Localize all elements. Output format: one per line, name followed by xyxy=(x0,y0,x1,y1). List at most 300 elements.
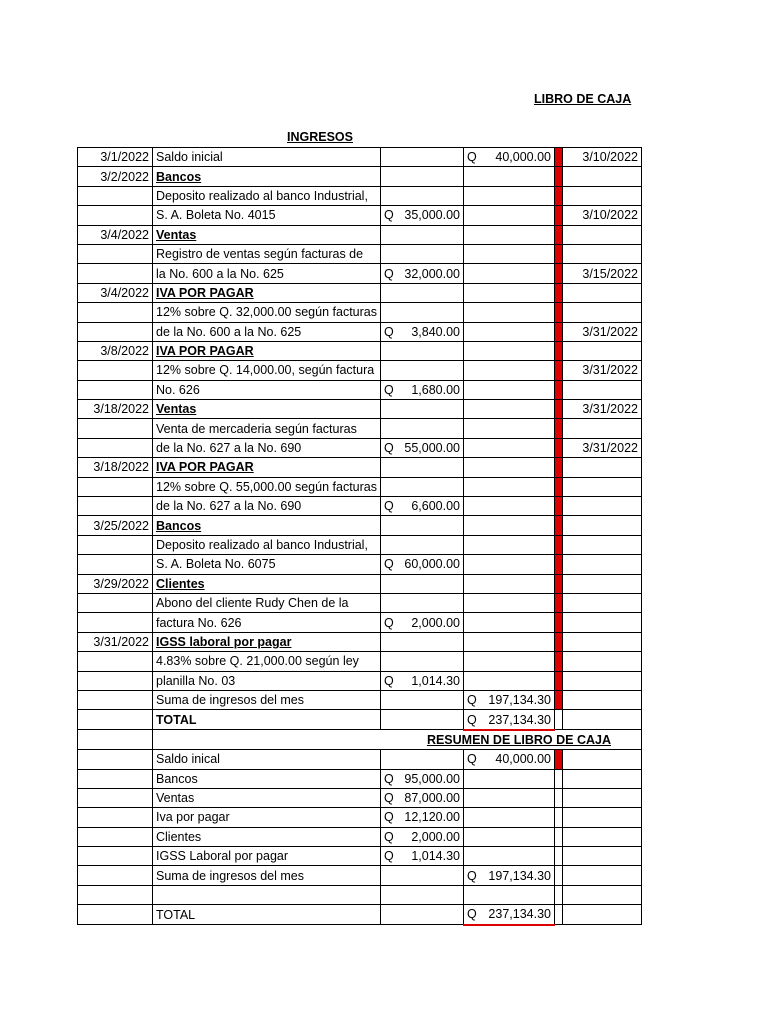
resumen-heading: RESUMEN DE LIBRO DE CAJA xyxy=(153,730,642,750)
currency-symbol: Q xyxy=(383,771,394,786)
description-cell xyxy=(153,710,381,730)
description-cell xyxy=(153,827,381,846)
table-row xyxy=(78,690,642,709)
balance-amount-cell xyxy=(463,477,554,496)
red-marker xyxy=(554,555,562,574)
side-date-cell xyxy=(562,244,641,263)
description-text: Bancos xyxy=(156,771,198,786)
debit-amount-cell xyxy=(380,186,463,205)
description-text: Saldo inicial xyxy=(156,150,223,165)
description-cell xyxy=(153,769,381,788)
amount-value: 2,000.00 xyxy=(411,829,460,844)
debit-amount-cell xyxy=(380,322,463,341)
red-marker xyxy=(554,652,562,671)
description-text: Suma de ingresos del mes xyxy=(156,693,304,708)
balance-amount-cell xyxy=(463,206,554,225)
account-heading: IGSS laboral por pagar xyxy=(156,634,292,649)
table-row xyxy=(78,264,642,283)
table-row xyxy=(78,148,642,167)
red-marker xyxy=(554,769,562,788)
amount-value: 237,134.30 xyxy=(488,907,551,922)
table-row xyxy=(78,885,642,904)
description-text: Saldo inical xyxy=(156,752,220,767)
debit-amount-cell xyxy=(380,750,463,769)
red-marker xyxy=(554,632,562,651)
description-cell xyxy=(153,535,381,554)
date-cell xyxy=(78,866,153,885)
description-cell xyxy=(153,808,381,827)
amount-value: 237,134.30 xyxy=(488,712,551,727)
red-marker xyxy=(554,322,562,341)
balance-amount-cell xyxy=(463,788,554,807)
red-marker xyxy=(554,400,562,419)
description-text: factura No. 626 xyxy=(156,615,242,630)
red-marker xyxy=(554,905,562,925)
debit-amount-cell xyxy=(380,710,463,730)
red-marker xyxy=(554,167,562,186)
side-date-cell xyxy=(562,827,641,846)
description-cell xyxy=(153,244,381,263)
side-date-cell xyxy=(562,419,641,438)
debit-amount-cell xyxy=(380,885,463,904)
table-row xyxy=(78,730,642,750)
currency-symbol: Q xyxy=(466,752,477,767)
debit-amount-cell xyxy=(380,788,463,807)
description-cell xyxy=(153,477,381,496)
currency-symbol: Q xyxy=(466,693,477,708)
debit-amount-cell xyxy=(380,380,463,399)
amount-value: 197,134.30 xyxy=(488,693,551,708)
side-date-cell xyxy=(562,847,641,866)
description-cell xyxy=(153,866,381,885)
table-row xyxy=(78,516,642,535)
table-row xyxy=(78,380,642,399)
currency-symbol: Q xyxy=(383,557,394,572)
side-date-cell xyxy=(562,303,641,322)
balance-amount-cell xyxy=(463,555,554,574)
balance-amount-cell xyxy=(463,652,554,671)
debit-amount-cell xyxy=(380,206,463,225)
date-cell: 3/18/2022 xyxy=(78,458,153,477)
table-row xyxy=(78,769,642,788)
description-cell xyxy=(153,322,381,341)
table-row xyxy=(78,438,642,457)
debit-amount-cell xyxy=(380,769,463,788)
debit-amount-cell xyxy=(380,574,463,593)
red-marker xyxy=(554,458,562,477)
red-marker xyxy=(554,477,562,496)
balance-amount-cell xyxy=(463,885,554,904)
side-date-cell xyxy=(562,283,641,302)
side-date-cell xyxy=(562,167,641,186)
side-date-cell xyxy=(562,632,641,651)
side-date-cell: 3/10/2022 xyxy=(562,206,641,225)
red-marker xyxy=(554,847,562,866)
amount-value: 197,134.30 xyxy=(488,868,551,883)
balance-amount-cell xyxy=(463,244,554,263)
description-cell xyxy=(153,186,381,205)
balance-amount-cell xyxy=(463,866,554,885)
debit-amount-cell xyxy=(380,264,463,283)
description-text: 12% sobre Q. 32,000.00 según facturas xyxy=(156,305,377,320)
date-cell xyxy=(78,885,153,904)
debit-amount-cell xyxy=(380,419,463,438)
debit-amount-cell xyxy=(380,905,463,925)
table-row xyxy=(78,574,642,593)
description-cell xyxy=(153,167,381,186)
description-text: planilla No. 03 xyxy=(156,673,236,688)
date-cell xyxy=(78,652,153,671)
amount-value: 2,000.00 xyxy=(411,615,460,630)
description-cell xyxy=(153,690,381,709)
balance-amount-cell xyxy=(463,574,554,593)
date-cell xyxy=(78,264,153,283)
amount-value: 40,000.00 xyxy=(495,752,551,767)
description-cell xyxy=(153,380,381,399)
table-row xyxy=(78,555,642,574)
cash-book-table xyxy=(77,147,642,926)
account-heading: IVA POR PAGAR xyxy=(156,460,254,475)
side-date-cell: 3/31/2022 xyxy=(562,322,641,341)
description-cell xyxy=(153,264,381,283)
table-row xyxy=(78,710,642,730)
red-marker xyxy=(554,186,562,205)
red-marker xyxy=(554,516,562,535)
side-date-cell xyxy=(562,613,641,632)
balance-amount-cell xyxy=(463,690,554,709)
table-row xyxy=(78,613,642,632)
currency-symbol: Q xyxy=(383,849,394,864)
date-cell xyxy=(78,730,153,750)
date-cell xyxy=(78,303,153,322)
table-row xyxy=(78,458,642,477)
debit-amount-cell xyxy=(380,808,463,827)
date-cell xyxy=(78,380,153,399)
red-marker xyxy=(554,827,562,846)
description-cell xyxy=(153,574,381,593)
description-cell xyxy=(153,847,381,866)
description-cell xyxy=(153,438,381,457)
balance-amount-cell xyxy=(463,341,554,360)
side-date-cell xyxy=(562,905,641,925)
description-text: 12% sobre Q. 55,000.00 según facturas xyxy=(156,479,377,494)
description-text: Ventas xyxy=(156,791,195,806)
debit-amount-cell xyxy=(380,303,463,322)
table-row xyxy=(78,341,642,360)
debit-amount-cell xyxy=(380,244,463,263)
side-date-cell xyxy=(562,497,641,516)
side-date-cell xyxy=(562,750,641,769)
account-heading: IVA POR PAGAR xyxy=(156,285,254,300)
side-date-cell xyxy=(562,885,641,904)
description-cell xyxy=(153,225,381,244)
balance-amount-cell xyxy=(463,419,554,438)
red-marker xyxy=(554,866,562,885)
debit-amount-cell xyxy=(380,827,463,846)
side-date-cell xyxy=(562,690,641,709)
red-marker xyxy=(554,361,562,380)
side-date-cell xyxy=(562,555,641,574)
description-cell xyxy=(153,303,381,322)
debit-amount-cell xyxy=(380,458,463,477)
red-marker xyxy=(554,535,562,554)
date-cell xyxy=(78,555,153,574)
amount-value: 87,000.00 xyxy=(404,791,460,806)
amount-value: 1,680.00 xyxy=(411,382,460,397)
date-cell: 3/18/2022 xyxy=(78,400,153,419)
date-cell xyxy=(78,905,153,925)
date-cell xyxy=(78,710,153,730)
amount-value: 3,840.00 xyxy=(411,324,460,339)
date-cell xyxy=(78,322,153,341)
balance-amount-cell xyxy=(463,769,554,788)
balance-amount-cell xyxy=(463,847,554,866)
debit-amount-cell xyxy=(380,632,463,651)
debit-amount-cell xyxy=(380,671,463,690)
balance-amount-cell xyxy=(463,283,554,302)
balance-amount-cell xyxy=(463,535,554,554)
side-date-cell xyxy=(562,477,641,496)
account-heading: Ventas xyxy=(156,227,197,242)
amount-value: 35,000.00 xyxy=(404,208,460,223)
date-cell: 3/4/2022 xyxy=(78,283,153,302)
amount-value: 12,120.00 xyxy=(404,810,460,825)
balance-amount-cell xyxy=(463,497,554,516)
description-cell xyxy=(153,750,381,769)
description-text: 4.83% sobre Q. 21,000.00 según ley xyxy=(156,654,359,669)
debit-amount-cell xyxy=(380,535,463,554)
debit-amount-cell xyxy=(380,497,463,516)
balance-amount-cell xyxy=(463,361,554,380)
description-cell xyxy=(153,593,381,612)
description-text: la No. 600 a la No. 625 xyxy=(156,266,284,281)
side-date-cell: 3/31/2022 xyxy=(562,400,641,419)
side-date-cell xyxy=(562,574,641,593)
currency-symbol: Q xyxy=(383,829,394,844)
side-date-cell xyxy=(562,788,641,807)
date-cell xyxy=(78,419,153,438)
side-date-cell: 3/10/2022 xyxy=(562,148,641,167)
date-cell xyxy=(78,788,153,807)
balance-amount-cell xyxy=(463,905,554,925)
red-marker xyxy=(554,283,562,302)
side-date-cell xyxy=(562,652,641,671)
description-cell xyxy=(153,652,381,671)
account-heading: Ventas xyxy=(156,402,197,417)
balance-amount-cell xyxy=(463,148,554,167)
side-date-cell xyxy=(562,186,641,205)
side-date-cell xyxy=(562,710,641,730)
balance-amount-cell xyxy=(463,671,554,690)
side-date-cell xyxy=(562,593,641,612)
red-marker xyxy=(554,885,562,904)
description-cell xyxy=(153,671,381,690)
red-marker xyxy=(554,419,562,438)
date-cell xyxy=(78,361,153,380)
date-cell: 3/2/2022 xyxy=(78,167,153,186)
red-marker xyxy=(554,341,562,360)
amount-value: 6,600.00 xyxy=(411,499,460,514)
balance-amount-cell xyxy=(463,458,554,477)
currency-symbol: Q xyxy=(383,382,394,397)
currency-symbol: Q xyxy=(383,266,394,281)
table-row xyxy=(78,593,642,612)
description-cell xyxy=(153,206,381,225)
description-cell xyxy=(153,361,381,380)
currency-symbol: Q xyxy=(383,673,394,688)
red-marker xyxy=(554,438,562,457)
table-row xyxy=(78,206,642,225)
description-text: IGSS Laboral por pagar xyxy=(156,849,289,864)
red-marker xyxy=(554,225,562,244)
date-cell xyxy=(78,186,153,205)
side-date-cell xyxy=(562,516,641,535)
date-cell xyxy=(78,671,153,690)
amount-value: 60,000.00 xyxy=(404,557,460,572)
description-cell xyxy=(153,458,381,477)
date-cell xyxy=(78,593,153,612)
description-text: Deposito realizado al banco Industrial, xyxy=(156,188,368,203)
amount-value: 32,000.00 xyxy=(404,266,460,281)
table-row xyxy=(78,167,642,186)
description-text: TOTAL xyxy=(156,907,196,922)
red-marker xyxy=(554,574,562,593)
table-row xyxy=(78,808,642,827)
currency-symbol: Q xyxy=(383,499,394,514)
date-cell xyxy=(78,497,153,516)
balance-amount-cell xyxy=(463,303,554,322)
currency-symbol: Q xyxy=(383,791,394,806)
table-row xyxy=(78,535,642,554)
currency-symbol: Q xyxy=(466,868,477,883)
table-row xyxy=(78,419,642,438)
debit-amount-cell xyxy=(380,361,463,380)
amount-value: 55,000.00 xyxy=(404,441,460,456)
amount-value: 40,000.00 xyxy=(495,150,551,165)
description-cell xyxy=(153,341,381,360)
side-date-cell: 3/15/2022 xyxy=(562,264,641,283)
table-row xyxy=(78,186,642,205)
balance-amount-cell xyxy=(463,750,554,769)
balance-amount-cell xyxy=(463,593,554,612)
balance-amount-cell xyxy=(463,632,554,651)
date-cell: 3/29/2022 xyxy=(78,574,153,593)
debit-amount-cell xyxy=(380,613,463,632)
currency-symbol: Q xyxy=(383,810,394,825)
description-text: 12% sobre Q. 14,000.00, según factura xyxy=(156,363,375,378)
red-marker xyxy=(554,206,562,225)
table-row xyxy=(78,497,642,516)
currency-symbol: Q xyxy=(383,615,394,630)
red-marker xyxy=(554,380,562,399)
date-cell xyxy=(78,769,153,788)
balance-amount-cell xyxy=(463,516,554,535)
side-date-cell xyxy=(562,341,641,360)
amount-value: 95,000.00 xyxy=(404,771,460,786)
side-date-cell xyxy=(562,535,641,554)
side-date-cell xyxy=(562,225,641,244)
description-cell xyxy=(153,885,381,904)
currency-symbol: Q xyxy=(466,712,477,727)
table-row xyxy=(78,652,642,671)
red-marker xyxy=(554,808,562,827)
table-row xyxy=(78,361,642,380)
debit-amount-cell xyxy=(380,148,463,167)
table-row xyxy=(78,303,642,322)
table-row xyxy=(78,671,642,690)
currency-symbol: Q xyxy=(383,441,394,456)
side-date-cell: 3/31/2022 xyxy=(562,361,641,380)
date-cell: 3/4/2022 xyxy=(78,225,153,244)
side-date-cell xyxy=(562,458,641,477)
debit-amount-cell xyxy=(380,866,463,885)
debit-amount-cell xyxy=(380,477,463,496)
red-marker xyxy=(554,244,562,263)
debit-amount-cell xyxy=(380,652,463,671)
table-row xyxy=(78,400,642,419)
debit-amount-cell xyxy=(380,225,463,244)
description-cell xyxy=(153,788,381,807)
ingresos-heading: INGRESOS xyxy=(287,130,353,144)
description-text: de la No. 627 a la No. 690 xyxy=(156,441,302,456)
description-text: Deposito realizado al banco Industrial, xyxy=(156,538,368,552)
red-marker xyxy=(554,264,562,283)
currency-symbol: Q xyxy=(466,907,477,922)
date-cell xyxy=(78,438,153,457)
description-cell xyxy=(153,148,381,167)
date-cell xyxy=(78,847,153,866)
table-row xyxy=(78,632,642,651)
date-cell: 3/25/2022 xyxy=(78,516,153,535)
red-marker xyxy=(554,148,562,167)
balance-amount-cell xyxy=(463,167,554,186)
description-cell xyxy=(153,400,381,419)
description-text: de la No. 627 a la No. 690 xyxy=(156,499,302,514)
balance-amount-cell xyxy=(463,186,554,205)
amount-value: 1,014.30 xyxy=(411,673,460,688)
debit-amount-cell xyxy=(380,283,463,302)
side-date-cell: 3/31/2022 xyxy=(562,438,641,457)
date-cell xyxy=(78,690,153,709)
table-row xyxy=(78,283,642,302)
debit-amount-cell xyxy=(380,400,463,419)
description-text: Abono del cliente Rudy Chen de la xyxy=(156,596,349,611)
red-marker xyxy=(554,710,562,730)
side-date-cell xyxy=(562,769,641,788)
debit-amount-cell xyxy=(380,690,463,709)
table-row xyxy=(78,847,642,866)
account-heading: Clientes xyxy=(156,576,205,591)
account-heading: IVA POR PAGAR xyxy=(156,344,254,359)
table-row xyxy=(78,750,642,769)
description-text: TOTAL xyxy=(156,712,197,727)
debit-amount-cell xyxy=(380,438,463,457)
table-row xyxy=(78,225,642,244)
description-text: Registro de ventas según facturas de xyxy=(156,247,364,262)
date-cell xyxy=(78,206,153,225)
balance-amount-cell xyxy=(463,380,554,399)
description-cell xyxy=(153,632,381,651)
description-text: Iva por pagar xyxy=(156,810,230,825)
date-cell xyxy=(78,477,153,496)
balance-amount-cell xyxy=(463,808,554,827)
red-marker xyxy=(554,788,562,807)
description-cell xyxy=(153,905,381,925)
description-text: Suma de ingresos del mes xyxy=(156,868,304,883)
date-cell xyxy=(78,535,153,554)
account-heading: Bancos xyxy=(156,518,202,533)
date-cell xyxy=(78,808,153,827)
